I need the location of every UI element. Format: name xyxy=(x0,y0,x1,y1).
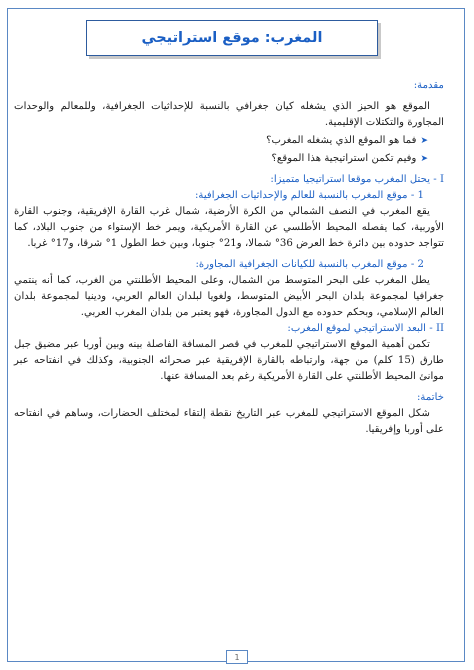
section1-sub2-text: يطل المغرب على البحر المتوسط من الشمال، وعلى المحيط الأطلنتي من الغرب، كما أنه ينتمي جغرافيا لمجموعة بلدان البحر الأبيض المتوسط، ولغويا لبلدان العالم العربي، ودينيا لمجموعة بلدان العالم الإسلامي، وبحكم حدوده مع الدول المجاورة، فهو يعتبر من بلدان المغرب العربي. xyxy=(14,275,444,318)
question-text: فما هو الموقع الذي يشغله المغرب؟ xyxy=(266,135,417,146)
page-number: 1 xyxy=(226,650,248,664)
question-item xyxy=(14,151,444,167)
question-item xyxy=(14,133,444,149)
intro-heading: مقدمة: xyxy=(413,80,444,91)
section2-heading: II - البعد الاستراتيجي لموقع المغرب: xyxy=(287,323,444,334)
section2-text: تكمن أهمية الموقع الاستراتيجي للمغرب في قصر المسافة الفاصلة بينه وبين أوربا عبر مضيق جبل طارق (15 كلم) من جهة، وارتباطه بالقارة الإفريقية عبر صحرائه الجنوبية، وكذلك في انفتاحه عبر موانئ المحيط الأطلنتي على القارة الأمريكية رغم بعد المسافة عنها. xyxy=(14,339,445,382)
conclusion-text: شكل الموقع الاستراتيجي للمغرب عبر التاريخ نقطة إلتقاء لمختلف الحضارات، وساهم في انفتاحه على أوربا وإفريقيا. xyxy=(14,408,444,435)
section1-sub2-heading: 2 - موقع المغرب بالنسبة للكيانات الجغرافية المجاورة: xyxy=(195,259,424,270)
arrow-bullet-icon: ➤ xyxy=(420,154,428,164)
section1-sub1-text: يقع المغرب في النصف الشمالي من الكرة الأرضية، شمال غرب القارة الإفريقية، وجنوب القارة الأوربية، كما يفصله المحيط الأطلسي عن القارة الأمريكية، ويمر خط الإستواء من جنوب البلاد، كما تتواجد حدوده بين دائرة خط العرض 36° شمالا، و21° جنوبا، وبين خط الطول 1° شرقا، و17° غربا. xyxy=(14,206,444,249)
intro-text: الموقع هو الحيز الذي يشغله كيان جغرافي بالنسبة للإحداثيات الجغرافية، وللمعالم والوحدات المجاورة والتكتلات الإقليمية. xyxy=(14,101,444,128)
conclusion-heading: خاتمة: xyxy=(416,392,444,403)
question-text: وفيم تكمن استراتيجية هذا الموقع؟ xyxy=(271,153,417,164)
section1-sub1-heading: 1 - موقع المغرب بالنسبة للعالم والإحداثيات الجغرافية: xyxy=(194,190,424,201)
arrow-bullet-icon: ➤ xyxy=(420,136,428,146)
title-box xyxy=(86,20,378,56)
section1-heading: I - يحتل المغرب موقعا استراتيجيا متميزا: xyxy=(270,174,444,185)
document-body xyxy=(14,78,444,438)
page-title: المغرب: موقع استراتيجي xyxy=(141,30,323,46)
